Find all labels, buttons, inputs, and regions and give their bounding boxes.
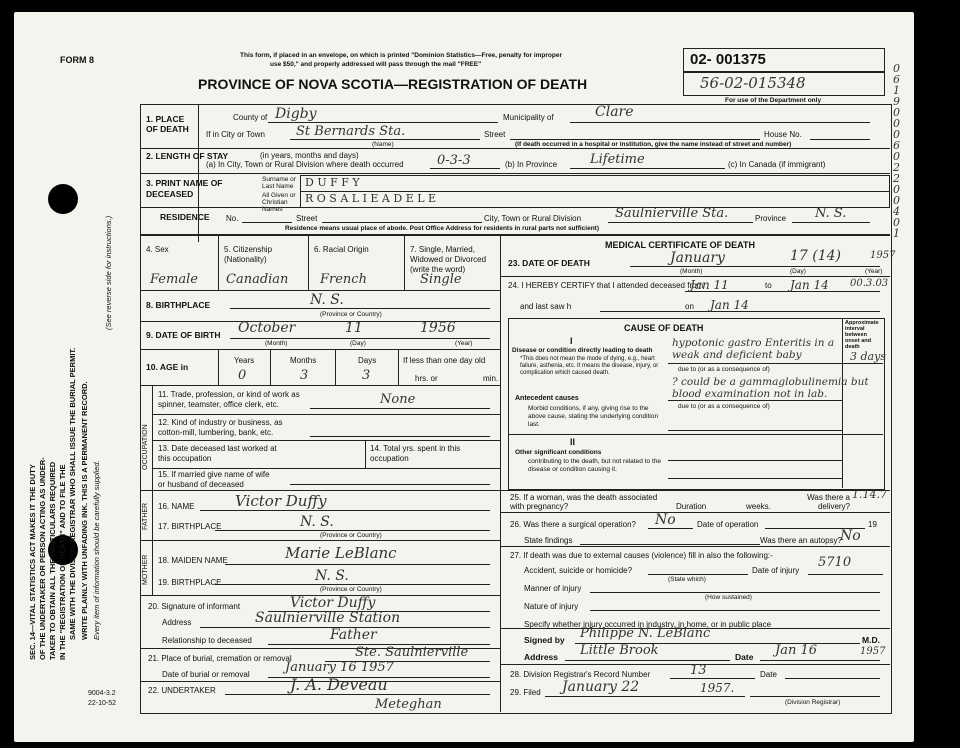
race-value: French: [320, 272, 367, 287]
signed-label: Signed by: [524, 635, 565, 645]
dob-month: October: [238, 320, 296, 336]
city-value: St Bernards Sta.: [296, 124, 406, 139]
municipality-label: Municipality of: [503, 113, 554, 122]
dod-month: January: [670, 250, 725, 266]
margin-text-3: TAKER TO OBTAIN ALL THE PARTICULARS REQUIRED: [48, 461, 57, 660]
margin-text-1: SEC. 14—VITAL STATISTICS ACT MAKES IT THE DUTY: [28, 464, 37, 660]
residence-city-label: City, Town or Rural Division: [484, 214, 582, 223]
q11-value: None: [380, 392, 416, 407]
dob-day: 11: [345, 320, 363, 336]
surname-box: [300, 175, 890, 192]
father-name-label: 16. NAME: [158, 502, 195, 511]
undertaker-value: J. A. Deveau: [290, 675, 388, 694]
margin-mark: 1: [893, 84, 900, 97]
q11-label: 11. Trade, profession, or kind of work as spinner, teamster, office clerk, etc.: [158, 390, 300, 409]
informant-rel-value: Father: [330, 627, 377, 643]
burial-place-label: 21. Place of burial, cremation or removal: [148, 654, 292, 663]
stay-a-value: 0-3-3: [437, 153, 471, 168]
less-than-day-label: If less than one day old: [403, 356, 486, 365]
autopsy-label: Was there an autopsy?: [760, 536, 842, 545]
dob-day-caption: (Day): [350, 340, 366, 347]
margin-text-2: OF THE UNDERTAKER OR PERSON ACTING AS UNDER-: [38, 457, 47, 660]
page-title: PROVINCE OF NOVA SCOTIA—REGISTRATION OF DEATH: [198, 76, 588, 92]
street-label: Street: [484, 130, 506, 139]
due-to-a: due to (or as a consequence of): [678, 366, 770, 373]
last-saw-label: and last saw h: [520, 302, 572, 311]
surname-value: D U F F Y: [305, 176, 360, 189]
dod-year-caption: (Year): [865, 268, 883, 275]
address-value: Little Brook: [580, 643, 659, 658]
how-sustained-caption: (How sustained): [705, 594, 752, 601]
delivery-label: Was there a delivery?: [807, 493, 850, 511]
mail-note-2: use $50," and properly addressed will pass through the mail "FREE": [270, 61, 482, 68]
q26-label: 26. Was there a surgical operation?: [510, 520, 636, 529]
dod-year: 1957: [870, 250, 896, 261]
min-label: min.: [483, 374, 499, 383]
certify-from: Jan 11: [690, 278, 729, 292]
burial-place-value: Ste. Saulnierville: [355, 645, 469, 660]
cert-date-label: Date: [735, 652, 754, 662]
margin-mark: 0: [893, 216, 900, 229]
margin-mark: 9: [893, 95, 900, 108]
last-saw-value: Jan 14: [710, 298, 749, 312]
surname-label: Surname or Last Name: [262, 176, 296, 190]
dob-label: 9. DATE OF BIRTH: [146, 330, 221, 340]
father-name-value: Victor Duffy: [235, 492, 327, 510]
reg-number: 02- 001375: [690, 51, 766, 68]
burial-date-value: January 16 1957: [285, 660, 394, 675]
disease-note: *This does not mean the mode of dying, e.g., heart failure, asthenia, etc. It means the disease, injury, or complication which caused death.: [520, 356, 659, 376]
specify-label: Specify whether injury occurred in industry, in home, or in public place: [524, 620, 772, 629]
residence-prov-value: N. S.: [815, 206, 847, 221]
md-label: M.D.: [862, 635, 880, 645]
punch-hole-top: [48, 184, 78, 214]
residence-prov-label: Province: [755, 214, 787, 223]
interval-header: Approximate interval between onset and death: [845, 320, 879, 350]
medical-header: MEDICAL CERTIFICATE OF DEATH: [605, 240, 755, 250]
dept-note: For use of the Department only: [725, 97, 822, 104]
stay-b-label: (b) In Province: [505, 160, 558, 169]
dept-number: 56-02-015348: [700, 74, 806, 92]
stay-b-value: Lifetime: [590, 152, 645, 167]
residence-city-value: Saulnierville Sta.: [615, 206, 729, 221]
house-label: House No.: [764, 130, 802, 139]
name-caption: (Name): [372, 141, 394, 148]
q12-label: 12. Kind of industry or business, as cotton-mill, lumbering, bank, etc.: [158, 418, 283, 437]
given-value: R O S A L I E A D E L E: [305, 192, 437, 205]
age-days-value: 3: [362, 368, 371, 383]
given-label: All Given or Christian Names: [262, 192, 296, 213]
other-conditions-note: contributing to the death, but not related to the disease or condition causing it.: [528, 458, 661, 473]
margin-mark: 2: [893, 172, 900, 185]
q27-label: 27. If death was due to external causes (violence) fill in also the following:-: [510, 551, 773, 560]
margin-mark: 6: [893, 139, 900, 152]
margin-mark: 1: [893, 227, 900, 240]
sex-label: 4. Sex: [146, 245, 169, 254]
hrs-label: hrs. or: [415, 374, 438, 383]
margin-mark: 0: [893, 106, 900, 119]
disease-label: Disease or condition directly leading to death: [512, 347, 653, 354]
q29-year: 1957.: [700, 681, 735, 695]
mother-name-label: 18. MAIDEN NAME: [158, 556, 228, 565]
margin-mark: 0: [893, 194, 900, 207]
dod-label: 23. DATE OF DEATH: [508, 258, 590, 268]
informant-sig-label: 20. Signature of informant: [148, 602, 241, 611]
burial-date-label: Date of burial or removal: [162, 670, 250, 679]
q29-value: January 22: [562, 679, 640, 695]
occupation-side-label: OCCUPATION: [142, 424, 149, 470]
name-label: 3. PRINT NAME OF DECEASED: [146, 178, 223, 199]
margin-mark: 0: [893, 183, 900, 196]
residence-label: RESIDENCE: [160, 212, 210, 222]
duration-label: Duration: [676, 502, 707, 511]
dob-year-caption: (Year): [455, 340, 473, 347]
cert-date-value: Jan 16: [775, 643, 818, 658]
footer-code-1: 9004-3.2: [88, 690, 116, 697]
age-months-value: 3: [300, 368, 309, 383]
cause-a-interval: 3 days: [850, 350, 886, 363]
cert-date-year: 1957: [860, 646, 886, 657]
q25-label: 25. If a woman, was the death associated with pregnancy?: [510, 493, 658, 511]
certify-to-label: to: [765, 281, 772, 290]
q15-label: 15. If married give name of wife or husband of deceased: [158, 470, 270, 489]
sex-value: Female: [150, 272, 198, 287]
citizenship-value: Canadian: [226, 272, 289, 287]
signed-value: Philippe N. LeBlanc: [580, 626, 711, 641]
residence-no-label: No.: [226, 214, 239, 223]
margin-text-4: IN THE "REGISTRATION OF DEATH" AND TO FILE THE: [58, 464, 67, 660]
informant-addr-value: Saulnierville Station: [255, 610, 401, 626]
last-saw-on-label: on: [685, 302, 694, 311]
certify-label: 24. I HEREBY CERTIFY that I attended deceased from: [508, 281, 704, 290]
age-months-label: Months: [290, 356, 317, 365]
undertaker-sub: Meteghan: [375, 697, 442, 712]
margin-text-8: (See reverse side for instructions.): [104, 215, 113, 330]
findings-label: State findings: [524, 536, 573, 545]
cause-header: CAUSE OF DEATH: [624, 323, 704, 333]
state-which-caption: (State which): [668, 576, 706, 583]
certify-to: Jan 14: [790, 278, 829, 292]
registrar-caption: (Division Registrar): [785, 699, 841, 706]
q28-date-label: Date: [760, 670, 777, 679]
address-label: Address: [524, 652, 559, 662]
tally-2: 5710: [818, 555, 852, 570]
manner-label: Manner of injury: [524, 584, 582, 593]
margin-text-7: Every item of information should be carefully supplied.: [92, 460, 101, 640]
place-label: 1. PLACE OF DEATH: [146, 114, 189, 134]
stay-a-label: (a) In City, Town or Rural Division where death occurred: [206, 160, 404, 169]
margin-text-6: WRITE PLAINLY WITH UNFADING INK. THIS IS A PERMANENT RECORD.: [80, 381, 89, 640]
cause-a-value: hypotonic gastro Enteritis in a weak and deficient baby: [672, 337, 835, 361]
county-label: County of: [233, 113, 268, 122]
antecedent-label: Antecedent causes: [515, 395, 579, 402]
accident-label: Accident, suicide or homicide?: [524, 566, 633, 575]
other-conditions-label: Other significant conditions: [515, 449, 602, 456]
residence-note: Residence means usual place of abode. Post Office Address for residents in rural parts not sufficient): [285, 225, 600, 232]
mother-birthplace-value: N. S.: [315, 568, 349, 584]
age-years-label: Years: [234, 356, 255, 365]
residence-street-label: Street: [296, 214, 318, 223]
weeks-label: weeks.: [746, 502, 771, 511]
age-label: 10. AGE in: [146, 362, 189, 372]
race-label: 6. Racial Origin: [314, 245, 369, 254]
due-to-b: due to (or as a consequence of): [678, 403, 770, 410]
q29-label: 29. Filed: [510, 688, 541, 697]
informant-sig-value: Victor Duffy: [290, 595, 376, 611]
margin-mark: 2: [893, 161, 900, 174]
dob-month-caption: (Month): [265, 340, 288, 347]
mother-birthplace-label: 19. BIRTHPLACE: [158, 578, 222, 587]
mother-side-label: MOTHER: [142, 554, 149, 585]
dob-year: 1956: [420, 320, 456, 336]
autopsy-value: No: [840, 528, 861, 544]
op-year-prefix: 19: [868, 520, 877, 529]
antecedent-note: Morbid conditions, if any, giving rise to the above cause, stating the underlying condition last.: [528, 405, 659, 428]
injury-date-label: Date of injury: [752, 566, 800, 575]
stay-label: 2. LENGTH OF STAY: [146, 151, 229, 161]
birthplace-caption: (Province or Country): [320, 311, 382, 318]
father-birthplace-label: 17. BIRTHPLACE: [158, 522, 222, 531]
mother-birthplace-caption: (Province or Country): [320, 586, 382, 593]
margin-text-5: SAME WITH THE DIVISION REGISTRAR WHO SHALL ISSUE THE BURIAL PERMIT.: [68, 347, 77, 640]
mail-note-1: This form, if placed in an envelope, on which is printed "Dominion Statistics—Free, penalty for improper: [240, 52, 562, 59]
margin-mark: 0: [893, 150, 900, 163]
roman-one: I: [570, 336, 573, 346]
birthplace-label: 8. BIRTHPLACE: [146, 300, 211, 310]
age-days-label: Days: [358, 356, 377, 365]
marital-label: 7. Single, Married, Widowed or Divorced (write the word): [410, 245, 487, 274]
q26-value: No: [655, 512, 676, 528]
margin-mark: 0: [893, 128, 900, 141]
tally-1: 1.14.7: [852, 488, 887, 501]
stay-c-label: (c) In Canada (if immigrant): [728, 160, 826, 169]
city-label: If in City or Town: [206, 130, 265, 139]
margin-mark: 4: [893, 205, 900, 218]
margin-mark: 0: [893, 62, 900, 75]
marital-value: Single: [420, 272, 462, 287]
informant-rel-label: Relationship to deceased: [162, 636, 252, 645]
op-date-label: Date of operation: [697, 520, 759, 529]
q14-label: 14. Total yrs. spent in this occupation: [370, 444, 461, 463]
q28-label: 28. Division Registrar's Record Number: [510, 670, 651, 679]
roman-two: II: [570, 437, 576, 447]
q13-label: 13. Date deceased last worked at this occupation: [158, 444, 277, 463]
cause-b-value: ? could be a gammaglobulinemia but blood examination not in lab.: [672, 376, 869, 400]
stay-sub: (in years, months and days): [260, 151, 359, 160]
margin-mark: 0: [893, 117, 900, 130]
citizenship-label: 5. Citizenship (Nationality): [224, 245, 273, 264]
hospital-note: (If death occurred in a hospital or institution, give the name instead of street and number): [515, 141, 792, 148]
dod-day-caption: (Day): [790, 268, 806, 275]
county-value: Digby: [275, 106, 317, 122]
father-birthplace-value: N. S.: [300, 514, 334, 530]
margin-mark: 6: [893, 73, 900, 86]
q28-value: 13: [690, 663, 707, 678]
age-years-value: 0: [238, 368, 247, 383]
footer-code-2: 22-10-52: [88, 700, 117, 707]
birthplace-value: N. S.: [310, 292, 344, 308]
nature-label: Nature of injury: [524, 602, 579, 611]
dod-month-caption: (Month): [680, 268, 703, 275]
informant-addr-label: Address: [162, 618, 192, 627]
dod-day: 17 (14): [790, 248, 842, 264]
mother-name-value: Marie LeBlanc: [285, 544, 397, 562]
undertaker-label: 22. UNDERTAKER: [148, 686, 216, 695]
tally-3: 00.3.03: [850, 278, 889, 289]
father-side-label: FATHER: [142, 502, 149, 530]
form-id: FORM 8: [60, 55, 95, 65]
municipality-value: Clare: [595, 104, 634, 120]
father-birthplace-caption: (Province or Country): [320, 532, 382, 539]
